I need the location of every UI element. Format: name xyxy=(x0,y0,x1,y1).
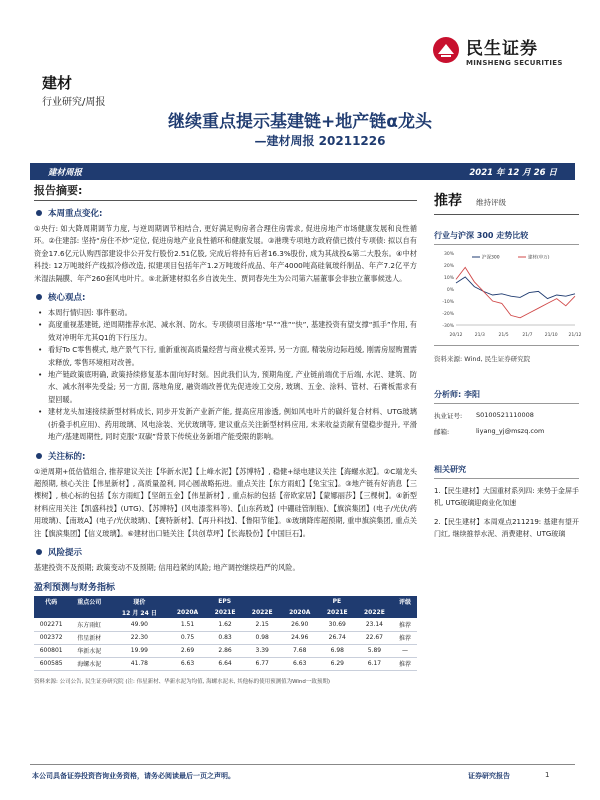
core-view-bullet: • 地产链政策底明确, 政策持续修复基本面向好时刻。因此我们认为, 预期角度, 产业链前端优于后端, 水泥、建筑、防水、减水剂率先受益; 另一方面, 落地角度, 融资端改善优先促进竣工交房, 玻璃、五金、涂料、管材、石膏板需求有望回暖。 xyxy=(34,369,417,406)
company-logo xyxy=(432,30,582,70)
footer-doc-type: 证券研究报告 xyxy=(468,772,510,780)
table-cell: 24.96 xyxy=(281,631,319,644)
table-cell: 600801 xyxy=(34,644,68,657)
divider xyxy=(34,200,417,201)
table-cell: 推荐 xyxy=(393,657,417,670)
table-cell: — xyxy=(393,644,417,657)
y-tick-label: 10% xyxy=(443,276,454,281)
x-tick-label: 21/5 xyxy=(498,333,509,338)
table-cell: 600585 xyxy=(34,657,68,670)
table-header-cell: 重点公司 xyxy=(68,596,110,607)
section-heading-risk: 风险提示 xyxy=(34,546,417,558)
subsector-label: 行业研究/周报 xyxy=(42,97,106,108)
table-cell: 23.14 xyxy=(356,618,393,631)
table-cell: 0.83 xyxy=(206,631,243,644)
y-tick-label: -20% xyxy=(442,312,454,317)
abstract-column xyxy=(34,182,417,685)
table-cell: 推荐 xyxy=(393,618,417,631)
weekly-change-text: ①央行: 如大降周期调节力度, 与逆周期调节相结合, 更好满足购房者合理住房需求, 促进房地产市场健康发展和良性循环。②住建部: 坚持“房住不炒”定位, 促进房地产业良性循环和健康发展。③港璞专项地方政府债已拨付专项债: 拟以自有资金17.6亿元认购西部建设非公开发行股份2.51亿股, 完成后将持有后者16.3%股份, 成为其战投&第二大股东。④中材科技: 12万吨玻纤产线拟冷修改造, 拟建项目包括年产1.2万吨玻纤成品、年产4000吨高硅氧玻纤制品、年产7.2亿平方米湿法隔膜、年产260套风电叶片。⑤北新建材拟名乡自波先生、贾同春先生为公司第六届董事会非独立董事候选人。 xyxy=(34,224,417,283)
table-cell: 6.63 xyxy=(169,657,207,670)
section-heading-core-view: 核心观点: xyxy=(34,291,417,303)
table-cell: 1.51 xyxy=(169,618,207,631)
chart-svg xyxy=(434,249,582,339)
abstract-heading: 报告摘要: xyxy=(34,184,83,197)
rating-sub: 维持评级 xyxy=(476,198,506,207)
table-subheader-cell xyxy=(34,607,68,618)
table-cell: 推荐 xyxy=(393,631,417,644)
table-cell: 3.39 xyxy=(244,644,281,657)
table-cell: 东方雨虹 xyxy=(68,618,110,631)
core-view-bullet: • 本周行情归因: 事件驱动。 xyxy=(34,307,417,319)
report-banner xyxy=(30,163,575,180)
logo-mark-icon xyxy=(432,36,460,64)
page-number: 1 xyxy=(545,771,550,779)
analyst-license: 执业证号: S0100521110008 xyxy=(434,411,534,420)
rating: 推荐 xyxy=(434,193,462,209)
table-subheader-cell: 2022E xyxy=(244,607,281,618)
table-row xyxy=(34,657,417,670)
sector-label: 建材 xyxy=(42,74,73,92)
performance-chart xyxy=(434,249,582,339)
table-cell: 002271 xyxy=(34,618,68,631)
chart-source: 资料来源: Wind, 民生证券研究院 xyxy=(434,345,579,363)
table-cell: 0.98 xyxy=(244,631,281,644)
table-subheader-cell: 12 月 24 日 xyxy=(110,607,168,618)
table-header-cell: PE xyxy=(281,596,393,607)
legend-label: 建材(申万) xyxy=(528,255,550,261)
table-cell: 海螺水泥 xyxy=(68,657,110,670)
table-subheader-cell: 2020A xyxy=(169,607,207,618)
related-research-heading: 相关研究 xyxy=(434,464,579,479)
bullet-dot-icon xyxy=(36,549,42,555)
table-header-cell: 代码 xyxy=(34,596,68,607)
legend-label: 沪深300 xyxy=(482,255,500,261)
table-cell: 41.78 xyxy=(110,657,168,670)
forecast-table-title: 盈利预测与财务指标 xyxy=(34,583,116,594)
related-research-item[interactable]: 2.【民生建材】本周观点211219: 基建有望开门红, 继续推荐水泥、消费建材、UTG玻璃 xyxy=(434,517,579,539)
table-subheader-cell: 2022E xyxy=(356,607,393,618)
footer-disclaimer: 本公司具备证券投资咨询业务资格，请务必阅读最后一页之声明。 xyxy=(32,772,235,780)
risk-text: 基建投资不及预期; 政策变动不及预期; 信用趋紧的风险; 地产调控继续趋严的风险。 xyxy=(34,562,300,572)
footer-divider xyxy=(30,764,575,765)
table-header-cell: 评级 xyxy=(393,596,417,607)
table-subheader-cell: 2021E xyxy=(206,607,243,618)
table-cell: 0.75 xyxy=(169,631,207,644)
table-cell: 49.90 xyxy=(110,618,168,631)
page-title: 继续重点提示基建链+地产链α龙头 xyxy=(168,112,432,132)
table-cell: 6.77 xyxy=(244,657,281,670)
table-subheader-cell: 2021E xyxy=(319,607,356,618)
bullet-dot-icon xyxy=(36,453,42,459)
x-tick-label: 20/12 xyxy=(449,333,463,338)
section-heading-focus: 关注标的: xyxy=(34,450,417,462)
core-view-bullet: • 看好To C零售模式, 地产景气下行, 重新重视高质量经营与商业模式差异, 另一方面, 精装房边际趋缓, 刚需房屋购置需求释放, 零售环境相对改善。 xyxy=(34,344,417,369)
analyst-email: 邮箱: liyang_yj@mszq.com xyxy=(434,427,545,436)
x-tick-label: 21/3 xyxy=(474,333,485,338)
table-cell: 6.63 xyxy=(281,657,319,670)
table-cell: 22.67 xyxy=(356,631,393,644)
table-cell: 2.86 xyxy=(206,644,243,657)
table-cell: 19.99 xyxy=(110,644,168,657)
table-cell: 1.62 xyxy=(206,618,243,631)
table-cell: 伟星新材 xyxy=(68,631,110,644)
table-cell: 华新水泥 xyxy=(68,644,110,657)
section-heading-weekly-change: 本周重点变化: xyxy=(34,207,417,219)
core-view-bullet: • 高度重视基建链, 逆周期推荐水泥、减水剂、防水。专项债项目落地“早”“准”“快”, 基建投资有望支撑“抓手”作用, 有效对冲明年尤其Q1的下行压力。 xyxy=(34,319,417,344)
table-header-cell: 现价 xyxy=(110,596,168,607)
y-tick-label: 30% xyxy=(443,252,454,257)
table-source-note: 资料来源: 公司公告, 民生证券研究院 (注: 伟星新材、华新水泥为均值, 海螺水泥未, 其他标的使用预测值为Wind一致预期) xyxy=(34,678,331,685)
table-cell: 6.64 xyxy=(206,657,243,670)
table-subheader-cell xyxy=(68,607,110,618)
series-line-0 xyxy=(456,277,575,299)
x-tick-label: 21/12 xyxy=(568,333,582,338)
related-research-item[interactable]: 1.【民生建材】大国重材系列四: 来势于金屏手机, UTG玻璃迎商业化加速 xyxy=(434,487,579,508)
y-tick-label: 20% xyxy=(443,264,454,269)
table-cell: 5.89 xyxy=(356,644,393,657)
banner-report-type: 建材周报 xyxy=(48,167,83,178)
sidebar xyxy=(434,190,582,541)
table-subheader-cell: 2020A xyxy=(281,607,319,618)
forecast-table xyxy=(34,596,417,671)
y-tick-label: -30% xyxy=(442,324,454,329)
y-tick-label: -10% xyxy=(442,300,454,305)
table-cell: 6.98 xyxy=(319,644,356,657)
table-cell: 002372 xyxy=(34,631,68,644)
table-row xyxy=(34,644,417,657)
company-name-en: MINSHENG SECURITIES xyxy=(466,58,563,67)
table-cell: 26.74 xyxy=(319,631,356,644)
table-row xyxy=(34,618,417,631)
table-cell: 26.90 xyxy=(281,618,319,631)
x-tick-label: 21/10 xyxy=(544,333,558,338)
y-tick-label: 0% xyxy=(446,288,454,293)
table-cell: 30.69 xyxy=(319,618,356,631)
bullet-dot-icon xyxy=(36,294,42,300)
company-name-cn: 民生证券 xyxy=(466,38,538,59)
rating-row xyxy=(434,190,579,215)
banner-date: 2021 年 12 月 26 日 xyxy=(469,167,557,178)
analyst-heading: 分析师: 李阳 xyxy=(434,389,579,404)
table-header-row xyxy=(34,596,417,607)
table-cell: 6.17 xyxy=(356,657,393,670)
table-cell: 7.68 xyxy=(281,644,319,657)
table-subheader-cell xyxy=(393,607,417,618)
table-header-cell: EPS xyxy=(169,596,281,607)
x-tick-label: 21/7 xyxy=(522,333,533,338)
series-line-1 xyxy=(456,267,575,317)
table-cell: 22.30 xyxy=(110,631,168,644)
table-cell: 2.15 xyxy=(244,618,281,631)
core-view-bullet: • 建材龙头加速接续新型材料成长, 同步开发新产业新产能, 提高应用渗透, 例如风电叶片的碳纤复合材料、UTG玻璃(折叠手机应用)、药用玻璃、风电涂装、光伏玻璃等, 建议重点关注新型材料应用, 未来收益贡献有望稳步提升, 平滑地产/基建周期性, 同时克服“双碳”背景下传统业务新增产能受限的影响。 xyxy=(34,406,417,443)
page-subtitle: —建材周报 20211226 xyxy=(254,134,386,148)
table-row xyxy=(34,631,417,644)
chart-title: 行业与沪深 300 走势比较 xyxy=(434,230,579,245)
table-cell: 2.69 xyxy=(169,644,207,657)
table-cell: 6.29 xyxy=(319,657,356,670)
focus-text: ①逆周期+低估值组合, 推荐建议关注【华新水泥】【上峰水泥】【苏博特】, 稳健+绿电建议关注【海螺水泥】。②C端龙头超预期, 核心关注【伟星新材】, 高质量盈利, 同心圆战略拓进。重点关注【东方雨虹】【兔宝宝】。③地产链有好消息【三棵树】, 核心标的包括【东方雨虹】【坚朗五金】【伟星新材】, 重点标的包括【帝欧家居】【蒙娜丽莎】【三棵树】。④新型材料应用关注【凯盛科技】(UTG)、【苏博特】(风电漆浆料等)、【山东药玻】(中硼硅管制瓶)、【旗滨集团】(电子/光伏/药用玻璃)、【南玻A】(电子/光伏玻璃)、【赛特新材】、【再升科技】、【鲁阳节能】。⑤玻璃降库超预期, 重申旗滨集团, 重点关注【旗滨集团】【信义玻璃】。⑥建材出口链关注【共创草坪】【长海股份】【中国巨石】。 xyxy=(34,466,417,538)
table-subheader-row xyxy=(34,607,417,618)
bullet-dot-icon xyxy=(36,210,42,216)
